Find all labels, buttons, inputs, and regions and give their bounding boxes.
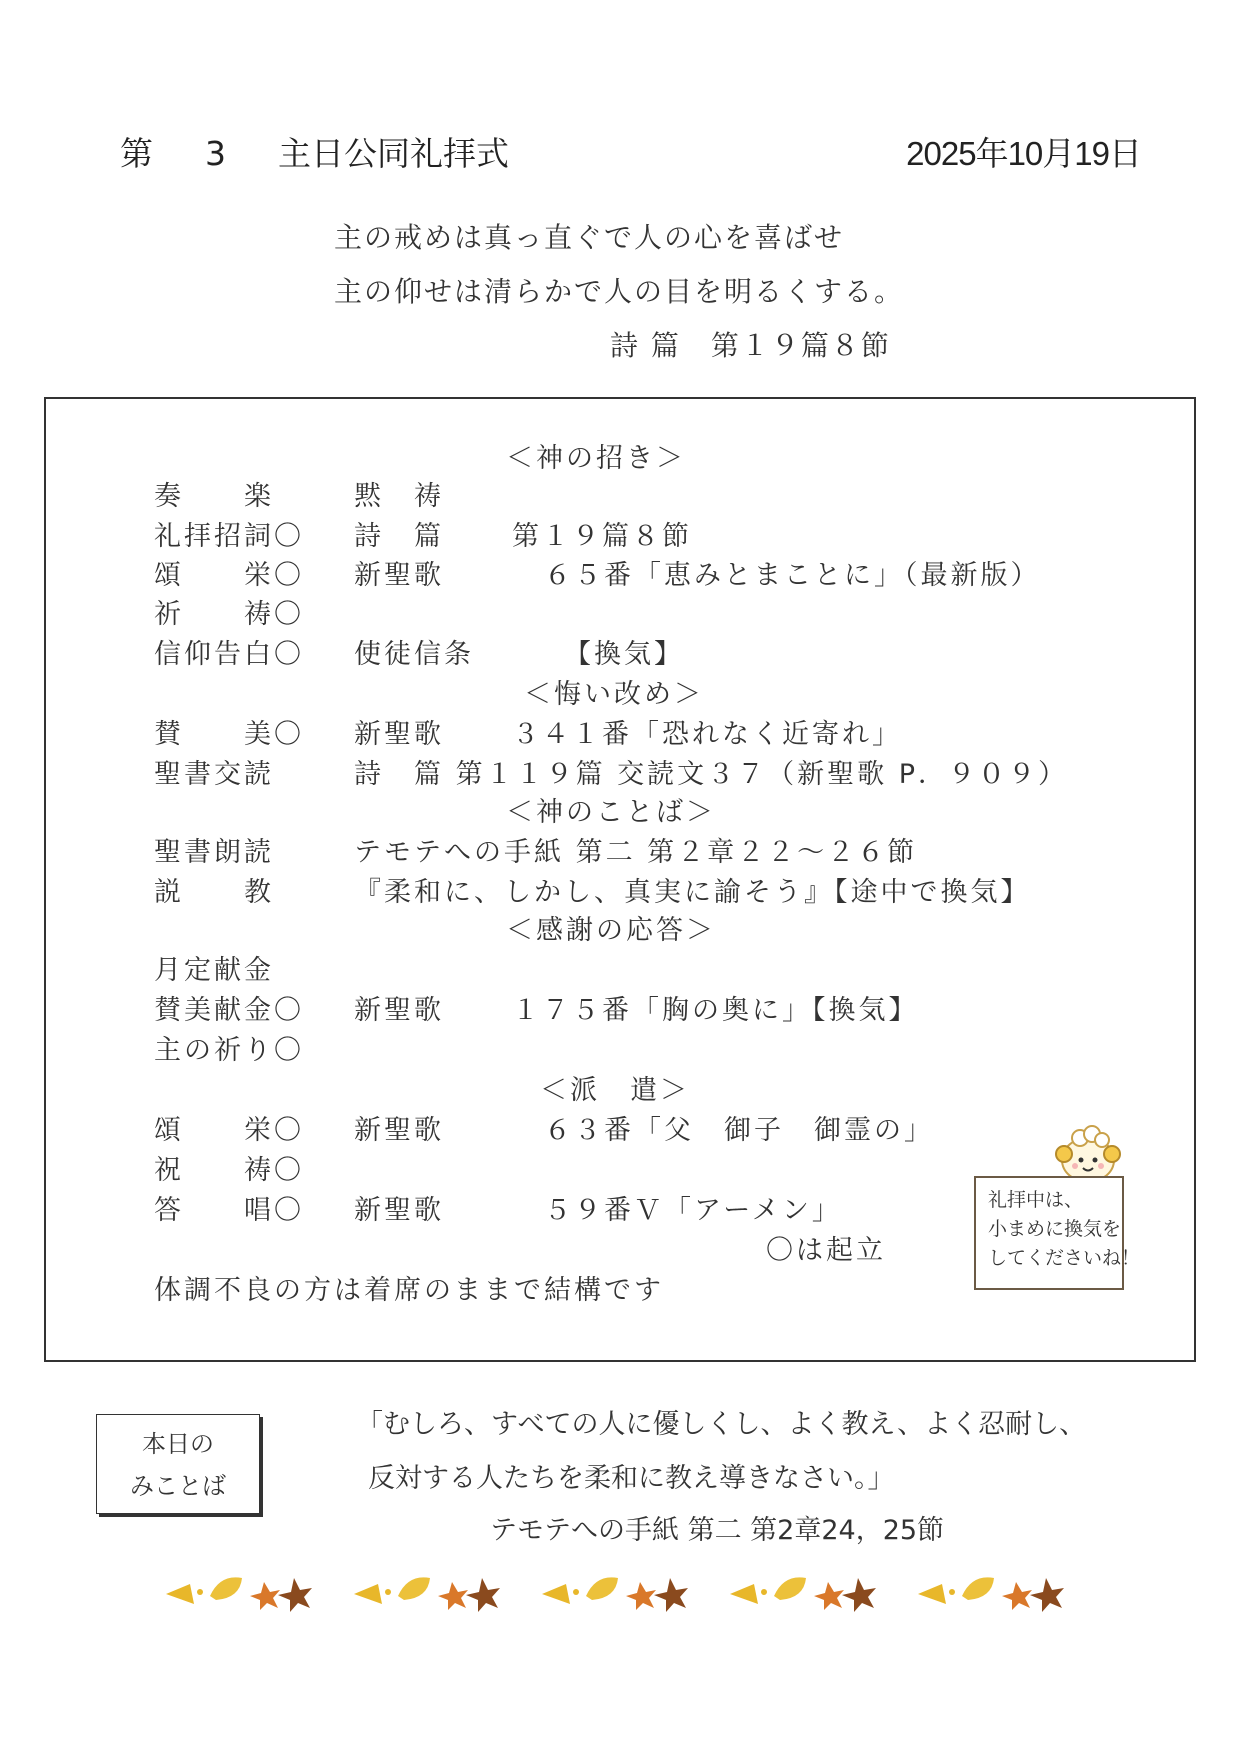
item-detail: 黙 祷 [354,481,444,512]
item-label: 聖書交読 [154,759,274,790]
order-row [0,514,1241,550]
order-row [0,553,1241,589]
item-info: ５９番Ｖ「アーメン」 [544,1195,842,1226]
item-label: 説 教 [154,877,274,908]
item-label: 信仰告白〇 [154,639,304,670]
item-detail: 新聖歌 [354,1115,444,1146]
order-row [0,870,1241,906]
todays-word-label [96,1414,260,1514]
todays-word-line-2: 反対する人たちを柔和に教え導きなさい。」 [368,1463,895,1494]
item-label: 祈 祷〇 [154,599,304,630]
sheep-mascot-icon [1048,1124,1128,1182]
order-row [0,752,1241,788]
order-row [0,948,1241,984]
order-row [0,712,1241,748]
order-row [0,1028,1241,1064]
order-row [0,988,1241,1024]
health-note: 体調不良の方は着席のままで結構です [154,1275,664,1306]
item-detail: 新聖歌 [354,1195,444,1226]
item-detail: 新聖歌 [354,995,444,1026]
todays-word-label-line-2: みことば [130,1472,226,1500]
item-detail: 詩 篇 第１１９篇 交読文３７（新聖歌 P．９０９） [354,759,1069,790]
service-number-prefix: 第 [120,134,153,173]
todays-word-label-line-1: 本日の [142,1430,214,1458]
opening-verse-line-1: 主の戒めは真っ直ぐで人の心を喜ばせ [334,221,845,254]
ventilation-note-line-2: 小まめに換気を [988,1218,1122,1240]
item-detail: テモテへの手紙 第二 第２章２２～２６節 [354,837,918,868]
todays-word-reference: テモテへの手紙 第二 第2章24，25節 [490,1515,945,1546]
standing-note: 〇は起立 [766,1235,886,1266]
item-label: 主の祈り〇 [154,1035,304,1066]
service-number: 3 [205,134,226,173]
ventilation-note-line-3: してくださいね！ [988,1247,1141,1269]
item-detail: 詩 篇 [354,521,444,552]
item-detail: 新聖歌 [354,719,444,750]
order-row [0,592,1241,628]
order-row [0,474,1241,510]
item-info: 第１９篇８節 [512,521,692,552]
section-heading-sending: ＜派 遣＞ [540,1075,690,1106]
opening-verse-line-2: 主の仰せは清らかで人の目を明るくする。 [334,275,905,308]
order-row [0,830,1241,866]
section-heading-call: ＜神の招き＞ [506,443,686,474]
item-label: 賛美献金〇 [154,995,304,1026]
opening-verse-reference: 詩 篇 第１９篇８節 [610,329,891,362]
item-label: 祝 祷〇 [154,1155,304,1186]
todays-word-line-1: 「むしろ、すべての人に優しくし、よく教え、よく忍耐し、 [356,1409,1087,1440]
item-detail: 『柔和に、しかし、真実に諭そう』【途中で換気】 [354,877,1031,908]
item-label: 答 唱〇 [154,1195,304,1226]
item-label: 月定献金 [154,955,274,986]
item-info: ３４１番「恐れなく近寄れ」 [512,719,902,750]
item-info: １７５番「胸の奥に」【換気】 [512,995,919,1026]
section-heading-word: ＜神のことば＞ [506,797,716,828]
order-row [0,632,1241,668]
autumn-leaf-garland-icon [160,1560,1100,1620]
section-heading-repentance: ＜悔い改め＞ [524,679,704,710]
item-label: 聖書朗読 [154,837,274,868]
ventilation-note-sign [974,1176,1141,1290]
ventilation-note-line-1: 礼拝中は、 [988,1189,1084,1211]
item-info: 【換気】 [564,639,684,670]
service-date: 2025年10月19日 [906,135,1141,172]
item-detail: 新聖歌 [354,560,444,591]
item-label: 賛 美〇 [154,719,304,750]
item-detail: 使徒信条 [354,639,474,670]
item-info: ６５番「恵みとまことに」（最新版） [544,560,1041,591]
item-label: 奏 楽 [154,481,274,512]
section-heading-response: ＜感謝の応答＞ [506,915,716,946]
item-label: 頌 栄〇 [154,1115,304,1146]
item-label: 頌 栄〇 [154,560,304,591]
item-label: 礼拝招詞〇 [154,521,304,552]
service-heading [120,128,509,175]
item-info: ６３番「父 御子 御霊の」 [544,1115,934,1146]
service-title: 主日公同礼拝式 [278,134,509,173]
